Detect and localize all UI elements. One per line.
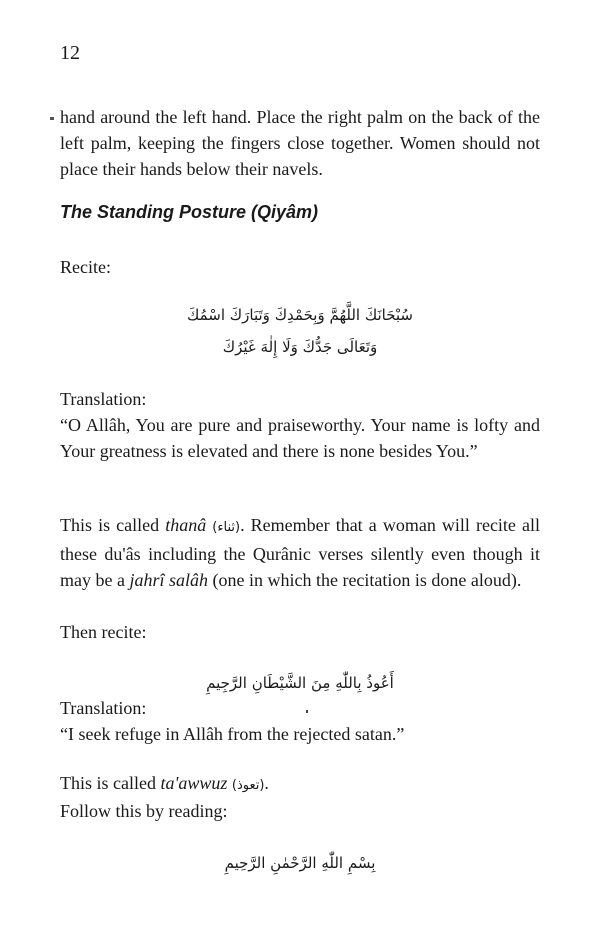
translation-2: “I seek refuge in Allâh from the rejected satan.” xyxy=(60,724,405,744)
term-thana: thanâ xyxy=(165,515,207,535)
taawwuz-arabic-inline: (تعوذ) xyxy=(231,778,265,793)
translation-1: “O Allâh, You are pure and praiseworthy. Your name is lofty and Your greatness is elevated and there is none besides You.” xyxy=(60,415,540,461)
ink-speck xyxy=(306,710,308,713)
thana-arabic-line-1: سُبْحَانَكَ اللَّهُمَّ وَبِحَمْدِكَ وَتَبَارَكَ اسْمُكَ xyxy=(186,306,414,324)
thana-paragraph: This is called thanâ (ثناء). Remember that a woman will recite all these du'âs including the Qurânic verses silently even though it may be a jahrî salâh (one in which the recitation is done aloud). xyxy=(60,515,540,590)
thana-arabic-line-2: وَتَعَالَى جَدُّكَ وَلَا إِلٰهَ غَيْرُكَ xyxy=(222,338,378,356)
taawwuz-paragraph: This is called ta'awwuz (تعوذ). xyxy=(60,773,269,793)
bismillah-arabic: بِسْمِ اللّٰهِ الرَّحْمٰنِ الرَّحِيمِ xyxy=(224,854,376,872)
taawwuz-arabic: أَعُوذُ بِاللّٰهِ مِنَ الشَّيْطَانِ الرَّجِيمِ xyxy=(206,674,394,692)
translation-label-1: Translation: xyxy=(60,389,147,409)
thana-arabic-inline: (ثناء) xyxy=(212,520,241,535)
term-taawwuz: ta'awwuz xyxy=(160,773,228,793)
translation-label-2: Translation: xyxy=(60,698,147,718)
ink-speck xyxy=(50,117,54,120)
then-recite-label: Then recite: xyxy=(60,622,147,642)
paragraph-hand-placement: hand around the left hand. Place the right palm on the back of the left palm, keeping the fingers close together. Women should not place their hands below their navels. xyxy=(60,107,540,179)
term-jahri-salah: jahrî salâh xyxy=(129,570,208,590)
section-heading: The Standing Posture (Qiyâm) xyxy=(60,202,319,222)
page-number: 12 xyxy=(60,42,80,64)
recite-label: Recite: xyxy=(60,257,111,277)
follow-label: Follow this by reading: xyxy=(60,801,228,821)
